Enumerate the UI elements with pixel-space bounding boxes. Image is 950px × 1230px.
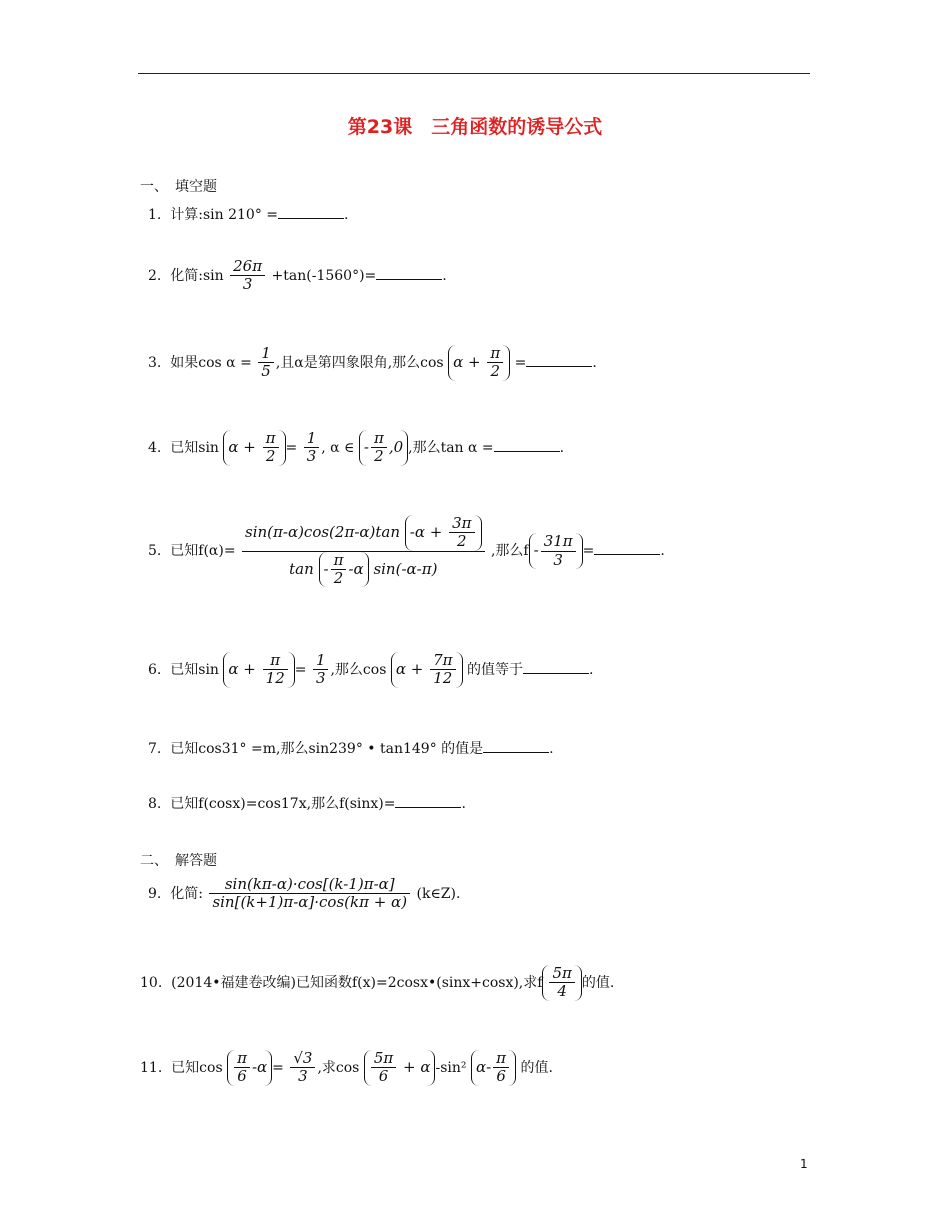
- question-6: 6. 已知sin α + $\frac{\pi}{12}$ = $\frac{1}{3}$ ,那么cos α + $\frac{7\pi}{12}$ 的值等于 .: [148, 651, 594, 688]
- fraction-large: sin(π-α)cos(2π-α)tan -α + $\frac{3\pi}{2}$ tan - $\frac{\pi}{2}$ -α sin(-α-π): [242, 515, 485, 587]
- question-8: 8. 已知f(cosx)=cos17x,那么f(sinx)= .: [148, 793, 466, 813]
- question-2: 2. 化简:sin $\frac{26\pi}{3}$ +tan(-1560°)= .: [148, 257, 447, 294]
- question-1: 1. 计算:sin 210° = .: [148, 204, 348, 224]
- answer-blank[interactable]: [376, 265, 442, 280]
- answer-blank[interactable]: [523, 659, 589, 674]
- answer-blank[interactable]: [395, 793, 461, 808]
- question-5: 5. 已知f(α)= sin(π-α)cos(2π-α)tan -α + $\frac{3\pi}{2}$ tan - $\frac{\pi}{2}$ -α sin(-α-π) ,那么f - $\frac{31\pi}{3}$ = .: [148, 514, 665, 587]
- section-fill-blank: 一、 填空题: [140, 179, 217, 195]
- answer-blank[interactable]: [278, 204, 344, 219]
- question-9: 9. 化简: $\frac{\sin(k\pi-\alpha)\cdot\cos[(k-1)\pi-\alpha]}{\sin[(k+1)\pi-\alpha]\cdot\cos(k\pi + \alpha)}$ (k∈Z).: [148, 875, 461, 912]
- section-answer: 二、 解答题: [140, 853, 217, 869]
- header-rule: [138, 73, 810, 74]
- answer-blank[interactable]: [526, 352, 592, 367]
- question-10: 10. (2014•福建卷改编)已知函数f(x)=2cosx•(sinx+cosx),求f $\frac{5\pi}{4}$ 的值.: [140, 964, 615, 1001]
- question-4: 4. 已知sin α + $\frac{\pi}{2}$ = $\frac{1}{3}$ , α ∈ - $\frac{\pi}{2}$ ,0 ,那么tan α = .: [148, 429, 565, 466]
- question-3: 3. 如果cos α = $\frac{1}{5}$ ,且α是第四象限角,那么cos α + $\frac{\pi}{2}$ = .: [148, 344, 597, 381]
- answer-blank[interactable]: [494, 437, 560, 452]
- page-title: 第23课 三角函数的诱导公式: [347, 116, 603, 138]
- question-11: 11. 已知cos $\frac{\pi}{6}$ -α = $\frac{√3}{3}$ ,求cos $\frac{5\pi}{6}$ + α -sin² α- $\frac{\pi}{6}$ 的值.: [140, 1049, 553, 1086]
- answer-blank[interactable]: [594, 540, 660, 555]
- page-number: 1: [800, 1157, 808, 1171]
- answer-blank[interactable]: [483, 738, 549, 753]
- question-7: 7. 已知cos31° =m,那么sin239° • tan149° 的值是 .: [148, 738, 554, 758]
- fraction: $\frac{26\pi}{3}$: [230, 258, 265, 294]
